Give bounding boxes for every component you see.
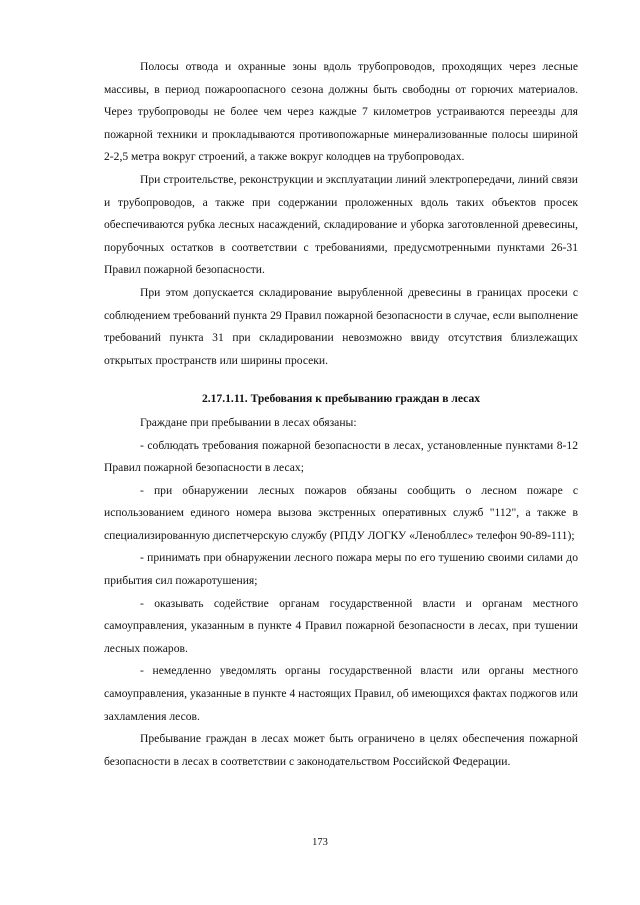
page-number: 173 bbox=[312, 837, 328, 848]
paragraph-power-lines: При строительстве, реконструкции и эксплуатации линий электропередачи, линий связи и трубопроводов, а также при содержании проложенных вдоль таких объектов просек обеспечиваются рубка лесных насаждений, складирование и уборка заготовленной древесины, порубочных остатков в соответствии с требованиями, предусмотренными пунктами 26-31 Правил пожарной безопасности. bbox=[104, 172, 578, 277]
list-item-extinguish: - принимать при обнаружении лесного пожара меры по его тушению своими силами до прибытия сил пожаротушения; bbox=[104, 551, 578, 588]
section-heading: 2.17.1.11. Требования к пребыванию граждан в лесах bbox=[201, 392, 481, 406]
list-item-notify-arson: - немедленно уведомлять органы государственной власти или органы местного самоуправления, указанные в пункте 4 настоящих Правил, об имеющихся фактах поджогов или захламления лесов. bbox=[104, 664, 578, 723]
paragraph-right-of-way: Полосы отвода и охранные зоны вдоль трубопроводов, проходящих через лесные массивы, в период пожароопасного сезона должны быть свободны от горючих материалов. Через трубопроводы не более чем через каждые 7 километров устраиваются переезды для пожарной техники и прокладываются противопожарные минерализованные полосы шириной 2-2,5 метра вокруг строений, а также вокруг колодцев на трубопроводах. bbox=[104, 60, 578, 164]
list-item-observe-rules: - соблюдать требования пожарной безопасности в лесах, установленные пунктами 8-12 Правил пожарной безопасности в лесах; bbox=[104, 438, 578, 475]
paragraph-timber-storage: При этом допускается складирование вырубленной древесины в границах просеки с соблюдением требований пункта 29 Правил пожарной безопасности в случае, если выполнение требований пункта 31 при складировании невозможно ввиду отсутствия близлежащих открытых пространств или ширины просеки. bbox=[104, 285, 578, 367]
list-item-assist-authorities: - оказывать содействие органам государственной власти и органам местного самоуправления, указанным в пункте 4 Правил пожарной безопасности в лесах, при тушении лесных пожаров. bbox=[104, 596, 578, 655]
paragraph-restriction: Пребывание граждан в лесах может быть ограничено в целях обеспечения пожарной безопасности в лесах в соответствии с законодательством Российской Федерации. bbox=[104, 732, 578, 768]
paragraph-citizens-intro: Граждане при пребывании в лесах обязаны: bbox=[140, 415, 357, 429]
list-item-report-fire: - при обнаружении лесных пожаров обязаны сообщить о лесном пожаре с использованием единого номера вызова экстренных оперативных служб "112", а также в специализированную диспетчерскую службу (РПДУ ЛОГКУ «Ленобллес» телефон 90-89-111); bbox=[104, 483, 578, 542]
page-content bbox=[104, 56, 578, 773]
